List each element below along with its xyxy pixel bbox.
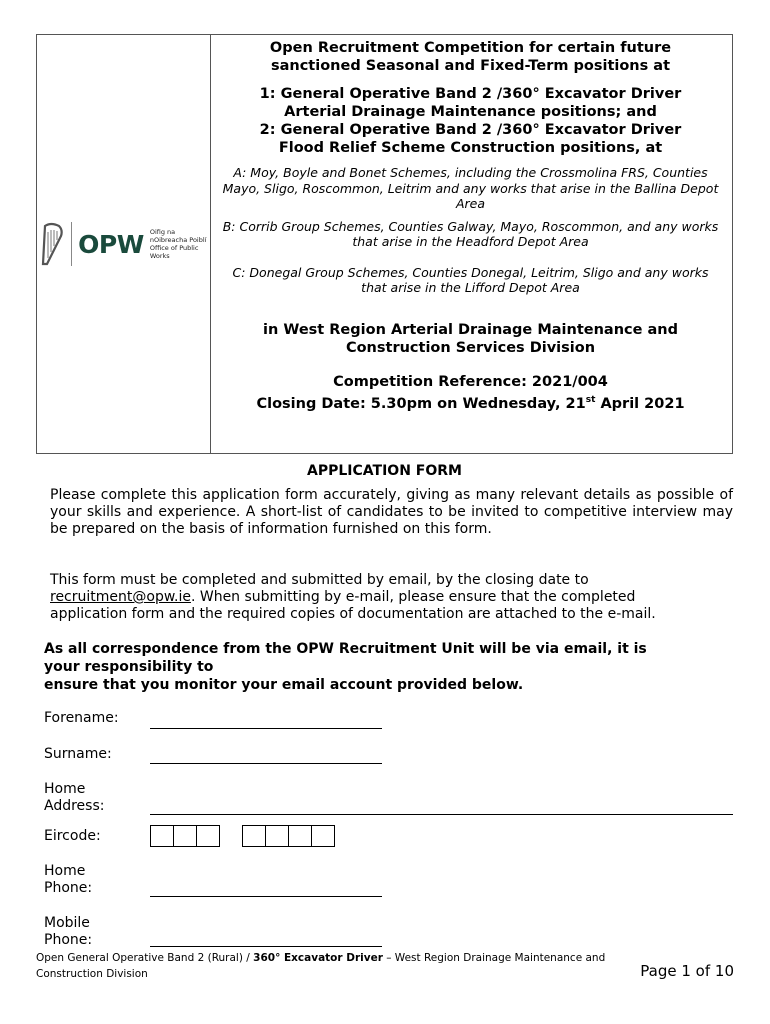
surname-field[interactable] (150, 763, 382, 764)
mobile-phone-field[interactable] (150, 946, 382, 947)
position-1-line-2: Arterial Drainage Maintenance positions; and (284, 104, 657, 120)
region-line-2: Construction Services Division (345, 339, 596, 356)
opw-wordmark: OPW (78, 229, 144, 259)
page-footer: Open General Operative Band 2 (Rural) / 360° Excavator Driver – West Region Drainage Maintenance and Construction Division (36, 952, 606, 980)
home-phone-label: Home Phone: (44, 863, 93, 896)
title-line-2: sanctioned Seasonal and Fixed-Term positions at (270, 58, 671, 74)
position-2-line-1: 2: General Operative Band 2 /360° Excavator Driver (259, 122, 682, 138)
home-address-label: Home Address: (44, 781, 105, 814)
closing-date: Closing Date: 5.30pm on Wednesday, 21st April 2021 (256, 394, 685, 412)
eircode-routing-boxes[interactable] (150, 825, 220, 847)
header-table (36, 34, 733, 454)
title-line-1: Open Recruitment Competition for certain future (269, 40, 672, 56)
position-1-line-1: 1: General Operative Band 2 /360° Excavator Driver (259, 86, 682, 102)
area-b: B: Corrib Group Schemes, Counties Galway, Mayo, Roscommon, and any works that arise in the Headford Depot Area (222, 218, 719, 249)
forename-label: Forename: (44, 710, 119, 726)
home-address-field[interactable] (150, 814, 733, 815)
logo-divider (71, 222, 72, 266)
intro-paragraph: Please complete this application form accurately, giving as many relevant details as possible of your skills and experience. A short-list of candidates to be invited to competitive interview may be prepared on the basis of information furnished on this form. (50, 487, 733, 537)
opw-subtext: Oifig na nOibreacha Poiblí Office of Public Works (149, 228, 207, 260)
home-phone-field[interactable] (150, 896, 382, 897)
header-text-cell (211, 35, 732, 453)
region-line-1: in West Region Arterial Drainage Maintenance and (263, 321, 678, 338)
mobile-phone-label: Mobile Phone: (44, 915, 93, 948)
form-title: APPLICATION FORM (307, 463, 462, 479)
recruitment-email-link[interactable]: recruitment@opw.ie (50, 589, 191, 605)
surname-label: Surname: (44, 746, 112, 762)
position-2-line-2: Flood Relief Scheme Construction positions, at (278, 140, 663, 156)
page-number: Page 1 of 10 (640, 962, 734, 980)
forename-field[interactable] (150, 728, 382, 729)
email-paragraph: This form must be completed and submitted by email, by the closing date to recruitment@opw.ie. When submitting by e-mail, please ensure that the completed application form and the required copies of documentation are attached to the e-mail. (50, 572, 656, 622)
eircode-label: Eircode: (44, 828, 101, 844)
logo-cell (37, 35, 211, 453)
area-a: A: Moy, Boyle and Bonet Schemes, including the Crossmolina FRS, Counties Mayo, Sligo, Roscommon, Leitrim and any works that arise in the Ballina Depot Area (222, 165, 719, 211)
area-c: C: Donegal Group Schemes, Counties Donegal, Leitrim, Sligo and any works that arise in the Lifford Depot Area (232, 264, 709, 295)
email-warning: As all correspondence from the OPW Recruitment Unit will be via email, it is your responsibility to ensure that you monitor your email account provided below. (44, 641, 647, 693)
eircode-unique-boxes[interactable] (242, 825, 335, 847)
opw-logo (39, 220, 208, 268)
harp-icon (39, 220, 65, 268)
competition-reference: Competition Reference: 2021/004 (333, 373, 608, 390)
